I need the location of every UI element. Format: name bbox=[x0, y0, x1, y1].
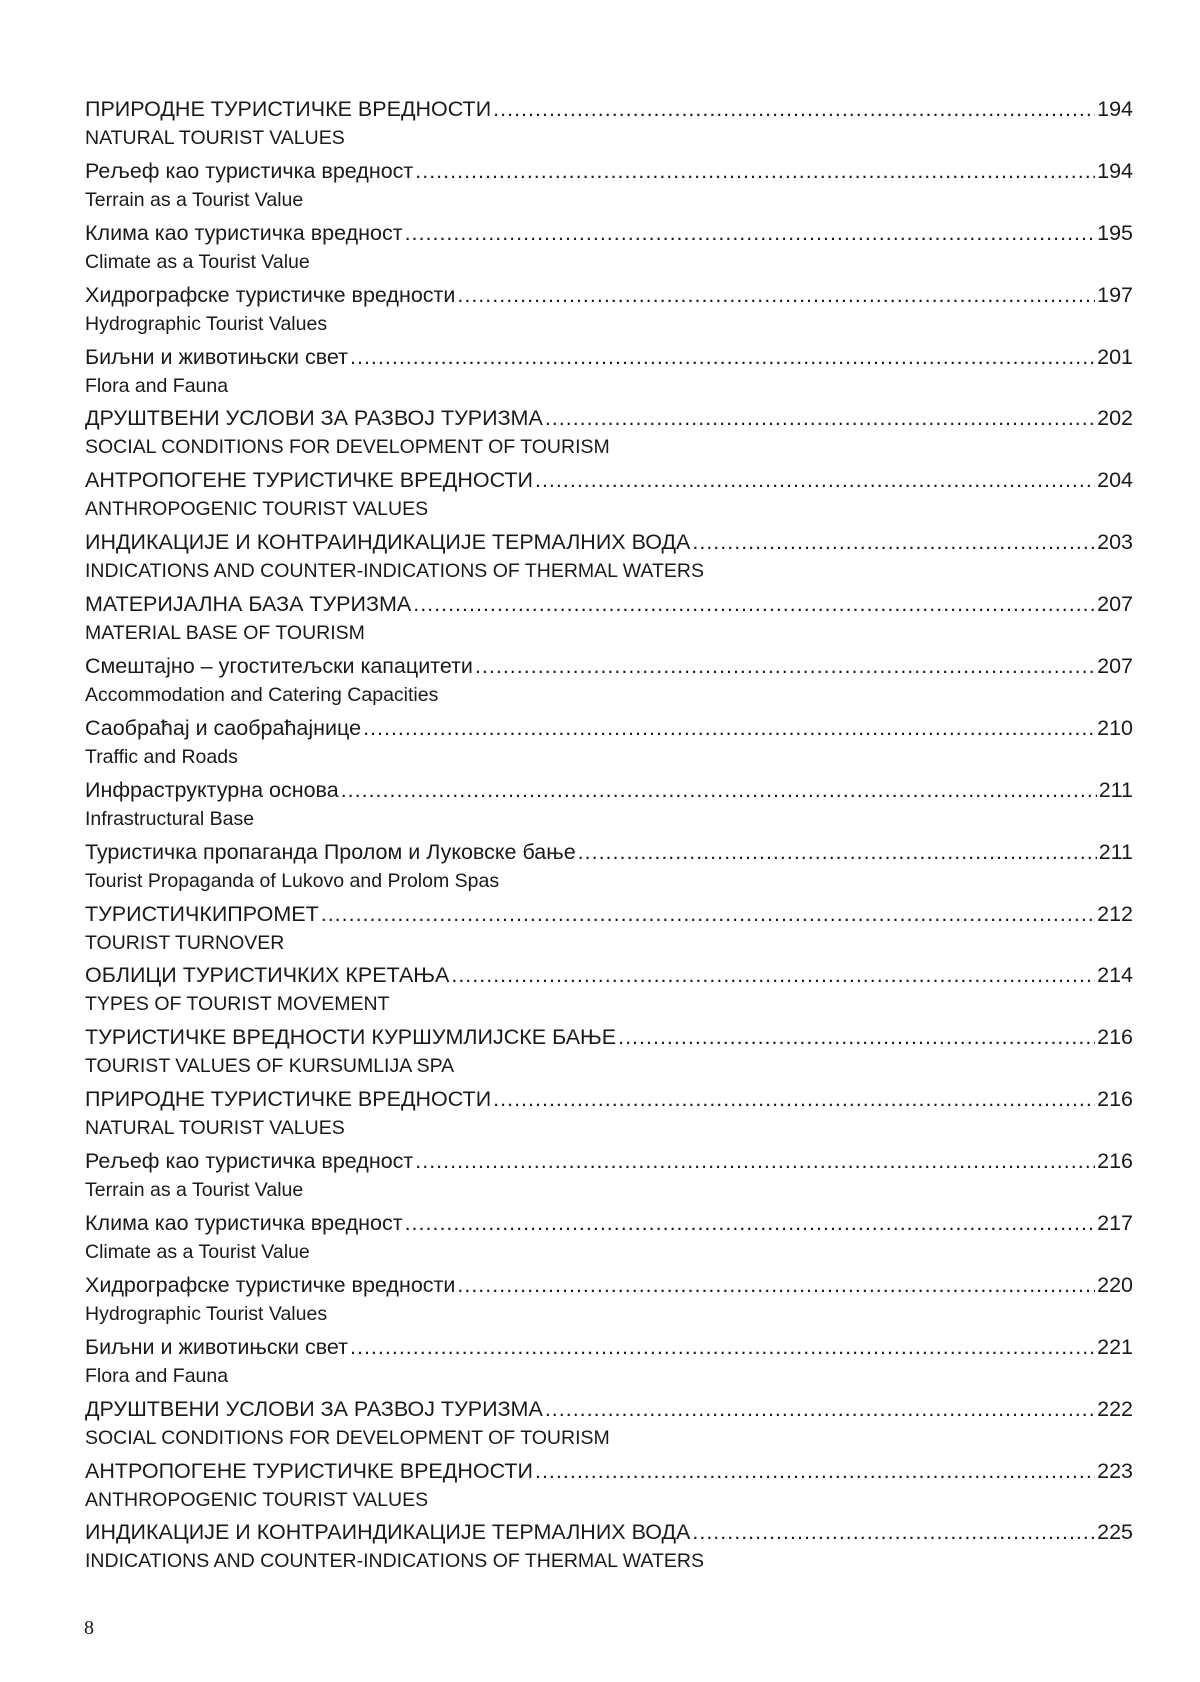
toc-entry-title: Рељеф као туристичка вредност bbox=[85, 158, 414, 183]
toc-entry bbox=[85, 775, 1133, 837]
dot-leader bbox=[350, 1332, 1095, 1362]
toc-entry bbox=[85, 1146, 1133, 1208]
toc-entry-row bbox=[85, 342, 1133, 372]
toc-entry bbox=[85, 1517, 1133, 1579]
dot-leader bbox=[413, 589, 1095, 619]
toc-entry-page-number: 220 bbox=[1097, 1272, 1133, 1297]
toc-entry-english-title: Hydrographic Tourist Values bbox=[85, 312, 328, 335]
toc-entry-page-number: 211 bbox=[1098, 777, 1133, 802]
toc-entry bbox=[85, 156, 1133, 218]
toc-entry bbox=[85, 1208, 1133, 1270]
toc-entry-title: ИНДИКАЦИЈЕ И КОНТРАИНДИКАЦИЈЕ ТЕРМАЛНИХ ВОДА bbox=[85, 530, 691, 555]
toc-entry-english-title: Terrain as a Tourist Value bbox=[85, 188, 304, 211]
toc-entry-page-number: 194 bbox=[1097, 158, 1133, 183]
toc-entry bbox=[85, 1084, 1133, 1146]
toc-entry-page-number: 225 bbox=[1097, 1520, 1133, 1545]
toc-entry-english-title: INDICATIONS AND COUNTER-INDICATIONS OF THERMAL WATERS bbox=[85, 560, 704, 583]
toc-entry-page-number: 210 bbox=[1097, 715, 1133, 740]
dot-leader bbox=[457, 280, 1095, 310]
toc-entry-page-number: 221 bbox=[1097, 1334, 1133, 1359]
toc-entry-page-number: 223 bbox=[1097, 1458, 1133, 1483]
toc-entry-row bbox=[85, 218, 1133, 248]
toc-entry-title: Биљни и животињски свет bbox=[85, 1334, 348, 1359]
toc-entry bbox=[85, 1394, 1133, 1456]
toc-entry bbox=[85, 960, 1133, 1022]
toc-entry-page-number: 212 bbox=[1097, 901, 1133, 926]
toc-entry-row bbox=[85, 1332, 1133, 1362]
toc-entry bbox=[85, 1456, 1133, 1518]
toc-entry-row bbox=[85, 651, 1133, 681]
toc-entry-title: АНТРОПОГЕНЕ ТУРИСТИЧКЕ ВРЕДНОСТИ bbox=[85, 1458, 533, 1483]
dot-leader bbox=[350, 342, 1095, 372]
toc-entry-title: ИНДИКАЦИЈЕ И КОНТРАИНДИКАЦИЈЕ ТЕРМАЛНИХ ВОДА bbox=[85, 1520, 691, 1545]
toc-entry-english-title: Terrain as a Tourist Value bbox=[85, 1179, 304, 1202]
toc-entry-title: ДРУШТВЕНИ УСЛОВИ ЗА РАЗВОЈ ТУРИЗМА bbox=[85, 406, 543, 431]
toc-entry-english-title: NATURAL TOURIST VALUES bbox=[85, 127, 345, 149]
toc-entry-english-title: TOURIST TURNOVER bbox=[85, 931, 285, 954]
toc-entry-english-title: Climate as a Tourist Value bbox=[85, 1241, 310, 1264]
toc-entry-page-number: 201 bbox=[1097, 344, 1133, 369]
toc-entry-page-number: 216 bbox=[1097, 1087, 1133, 1112]
toc-entry-title: ОБЛИЦИ ТУРИСТИЧКИХ КРЕТАЊА bbox=[85, 963, 450, 988]
toc-entry bbox=[85, 218, 1133, 280]
toc-entry bbox=[85, 342, 1133, 404]
toc-entry bbox=[85, 651, 1133, 713]
toc-entry-english-title: MATERIAL BASE OF TOURISM bbox=[85, 622, 365, 645]
toc-entry-row bbox=[85, 775, 1133, 805]
toc-entry-title: Хидрографске туристичке вредности bbox=[85, 1272, 456, 1297]
toc-entry-page-number: 194 bbox=[1097, 97, 1133, 121]
toc-entry bbox=[85, 280, 1133, 342]
toc-entry-english-title: TYPES OF TOURIST MOVEMENT bbox=[85, 993, 390, 1016]
toc-entry-row bbox=[85, 156, 1133, 186]
dot-leader bbox=[535, 465, 1095, 495]
toc-entry-title: Туристичка пропаганда Пролом и Луковске бање bbox=[85, 839, 576, 864]
toc-entry-page-number: 207 bbox=[1097, 592, 1133, 617]
table-of-contents bbox=[85, 94, 1133, 1579]
toc-entry-page-number: 202 bbox=[1097, 406, 1133, 431]
toc-entry-english-title: SOCIAL CONDITIONS FOR DEVELOPMENT OF TOURISM bbox=[85, 1426, 610, 1449]
dot-leader bbox=[535, 1456, 1095, 1486]
toc-entry-row bbox=[85, 1517, 1133, 1547]
toc-entry bbox=[85, 403, 1133, 465]
toc-entry-row bbox=[85, 1022, 1133, 1052]
toc-entry-row bbox=[85, 589, 1133, 619]
toc-entry-english-title: TOURIST VALUES OF KURSUMLIJA SPA bbox=[85, 1055, 455, 1078]
toc-entry-english-title: Traffic and Roads bbox=[85, 745, 238, 768]
toc-entry-english-title: Flora and Fauna bbox=[85, 1364, 229, 1387]
toc-entry-page-number: 207 bbox=[1097, 654, 1133, 679]
toc-entry-english-title: NATURAL TOURIST VALUES bbox=[85, 1117, 345, 1140]
toc-entry-title: Биљни и животињски свет bbox=[85, 344, 348, 369]
toc-entry-row bbox=[85, 280, 1133, 310]
toc-entry-row bbox=[85, 960, 1133, 990]
toc-entry bbox=[85, 1270, 1133, 1332]
toc-entry-english-title: Infrastructural Base bbox=[85, 807, 255, 830]
toc-entry bbox=[85, 465, 1133, 527]
toc-entry-row bbox=[85, 1456, 1133, 1486]
dot-leader bbox=[475, 651, 1095, 681]
toc-entry-title: ПРИРОДНЕ ТУРИСТИЧКЕ ВРЕДНОСТИ bbox=[85, 1087, 492, 1112]
toc-entry-page-number: 217 bbox=[1097, 1211, 1133, 1236]
toc-entry-page-number: 211 bbox=[1098, 839, 1133, 864]
toc-entry-english-title: ANTHROPOGENIC TOURIST VALUES bbox=[85, 498, 429, 521]
toc-entry-title: ТУРИСТИЧКИПРОМЕТ bbox=[85, 901, 319, 926]
dot-leader bbox=[493, 94, 1095, 124]
toc-entry bbox=[85, 527, 1133, 589]
dot-leader bbox=[363, 713, 1095, 743]
toc-entry bbox=[85, 589, 1133, 651]
toc-entry-title: ПРИРОДНЕ ТУРИСТИЧКЕ ВРЕДНОСТИ bbox=[85, 97, 492, 121]
toc-entry-english-title: Climate as a Tourist Value bbox=[85, 250, 310, 273]
dot-leader bbox=[692, 527, 1095, 557]
dot-leader bbox=[321, 899, 1095, 929]
toc-entry-page-number: 195 bbox=[1097, 220, 1133, 245]
toc-entry-title: Рељеф као туристичка вредност bbox=[85, 1149, 414, 1174]
toc-entry-title: Саобраћај и саобраћајнице bbox=[85, 715, 362, 740]
toc-entry-english-title: Accommodation and Catering Capacities bbox=[85, 684, 439, 707]
toc-entry-row bbox=[85, 1208, 1133, 1238]
toc-entry-title: ДРУШТВЕНИ УСЛОВИ ЗА РАЗВОЈ ТУРИЗМА bbox=[85, 1396, 543, 1421]
dot-leader bbox=[545, 1394, 1095, 1424]
toc-entry-english-title: INDICATIONS AND COUNTER-INDICATIONS OF THERMAL WATERS bbox=[85, 1550, 704, 1573]
toc-entry bbox=[85, 94, 1133, 156]
toc-entry-title: МАТЕРИЈАЛНА БАЗА ТУРИЗМА bbox=[85, 592, 412, 617]
toc-entry-english-title: ANTHROPOGENIC TOURIST VALUES bbox=[85, 1488, 429, 1511]
toc-entry-page-number: 216 bbox=[1097, 1025, 1133, 1050]
toc-entry-row bbox=[85, 527, 1133, 557]
toc-entry bbox=[85, 1332, 1133, 1394]
toc-entry bbox=[85, 713, 1133, 775]
toc-entry bbox=[85, 1022, 1133, 1084]
toc-entry-row bbox=[85, 899, 1133, 929]
toc-entry-page-number: 214 bbox=[1097, 963, 1133, 988]
dot-leader bbox=[415, 1146, 1095, 1176]
toc-entry bbox=[85, 899, 1133, 961]
toc-entry-row bbox=[85, 1146, 1133, 1176]
dot-leader bbox=[415, 156, 1095, 186]
toc-entry-title: Хидрографске туристичке вредности bbox=[85, 282, 456, 307]
toc-entry-page-number: 203 bbox=[1097, 530, 1133, 555]
toc-entry-row bbox=[85, 1394, 1133, 1424]
dot-leader bbox=[493, 1084, 1095, 1114]
toc-entry-row bbox=[85, 713, 1133, 743]
toc-entry-page-number: 222 bbox=[1097, 1396, 1133, 1421]
dot-leader bbox=[341, 775, 1097, 805]
dot-leader bbox=[457, 1270, 1095, 1300]
toc-entry-title: ТУРИСТИЧКЕ ВРЕДНОСТИ КУРШУМЛИЈСКЕ БАЊЕ bbox=[85, 1025, 617, 1050]
toc-entry-row bbox=[85, 1270, 1133, 1300]
toc-entry-row bbox=[85, 403, 1133, 433]
page-number: 8 bbox=[84, 1617, 94, 1639]
dot-leader bbox=[692, 1517, 1095, 1547]
toc-entry-page-number: 197 bbox=[1097, 282, 1133, 307]
toc-entry-page-number: 216 bbox=[1097, 1149, 1133, 1174]
toc-entry bbox=[85, 837, 1133, 899]
toc-entry-row bbox=[85, 465, 1133, 495]
dot-leader bbox=[618, 1022, 1095, 1052]
dot-leader bbox=[405, 218, 1096, 248]
toc-entry-title: Смештајно – угоститељски капацитети bbox=[85, 654, 473, 679]
toc-entry-row bbox=[85, 1084, 1133, 1114]
toc-entry-title: Клима као туристичка вредност bbox=[85, 220, 403, 245]
toc-entry-title: Инфраструктурна основа bbox=[85, 777, 339, 802]
toc-entry-page-number: 204 bbox=[1097, 468, 1133, 493]
toc-entry-title: АНТРОПОГЕНЕ ТУРИСТИЧКЕ ВРЕДНОСТИ bbox=[85, 468, 533, 493]
toc-entry-english-title: Flora and Fauna bbox=[85, 374, 229, 397]
dot-leader bbox=[578, 837, 1097, 867]
toc-entry-english-title: Hydrographic Tourist Values bbox=[85, 1302, 328, 1325]
dot-leader bbox=[545, 403, 1095, 433]
dot-leader bbox=[451, 960, 1095, 990]
toc-entry-title: Клима као туристичка вредност bbox=[85, 1211, 403, 1236]
toc-entry-english-title: SOCIAL CONDITIONS FOR DEVELOPMENT OF TOURISM bbox=[85, 436, 610, 459]
toc-entry-row bbox=[85, 837, 1133, 867]
dot-leader bbox=[405, 1208, 1096, 1238]
toc-entry-row bbox=[85, 94, 1133, 124]
toc-entry-english-title: Tourist Propaganda of Lukovo and Prolom Spas bbox=[85, 869, 500, 892]
